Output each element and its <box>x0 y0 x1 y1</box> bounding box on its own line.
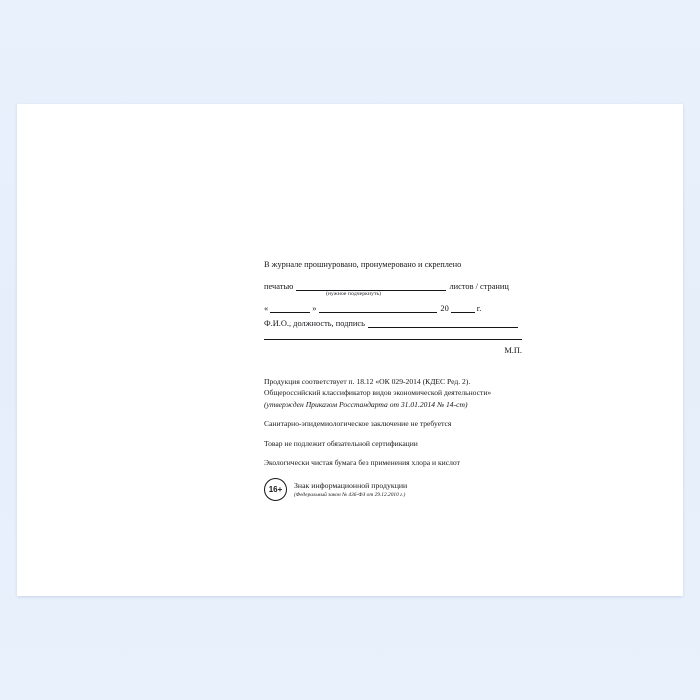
sheets-label: листов / страниц <box>449 282 509 291</box>
seal-sheets-row <box>264 282 664 291</box>
document-content <box>264 259 664 501</box>
age-rating-icon: 16+ <box>264 478 287 501</box>
seal-fill-line <box>296 282 446 291</box>
year-suffix: г. <box>476 304 482 313</box>
certification-intro: В журнале прошнуровано, пронумеровано и скреплено <box>264 260 462 269</box>
document-page <box>17 104 683 596</box>
signature-row <box>264 319 664 328</box>
seal-label: печатью <box>264 282 294 291</box>
note-sanitary: Санитарно-эпидемиологическое заключение не требуется <box>264 419 452 429</box>
note-okved-line-2: Общероссийский классификатор видов экономической деятельности» <box>264 388 492 398</box>
note-okved-line-1: Продукция соответствует п. 18.12 «ОК 029-2014 (КДЕС Ред. 2). <box>264 377 471 386</box>
stamp-label: М.П. <box>504 346 522 355</box>
date-quote-close: » <box>312 304 317 313</box>
age-badge-law: (Федеральный закон № 436-ФЗ от 29.12.2010 г.) <box>294 491 406 498</box>
note-okved-italic: (утвержден Приказом Росстандарта от 31.01.2014 № 14-ст) <box>264 399 468 409</box>
year-fill-line <box>451 304 475 313</box>
age-badge-text <box>294 481 407 499</box>
age-badge-row <box>264 478 664 501</box>
year-prefix: 20 <box>440 304 449 313</box>
signature-label: Ф.И.О., должность, подпись <box>264 319 365 328</box>
date-row <box>264 304 664 313</box>
note-ecology: Экологически чистая бумага без применения хлора и кислот <box>264 458 460 468</box>
notes-section <box>264 377 664 501</box>
age-badge-title: Знак информационной продукции <box>294 480 408 490</box>
signature-rule <box>264 338 522 340</box>
day-fill-line <box>270 304 310 313</box>
date-quote-open: « <box>264 304 269 313</box>
signature-fill-line <box>368 319 518 328</box>
month-fill-line <box>319 304 437 313</box>
sheets-note: (нужное подчеркнуть) <box>326 291 382 297</box>
note-certification: Товар не подлежит обязательной сертификации <box>264 438 418 448</box>
